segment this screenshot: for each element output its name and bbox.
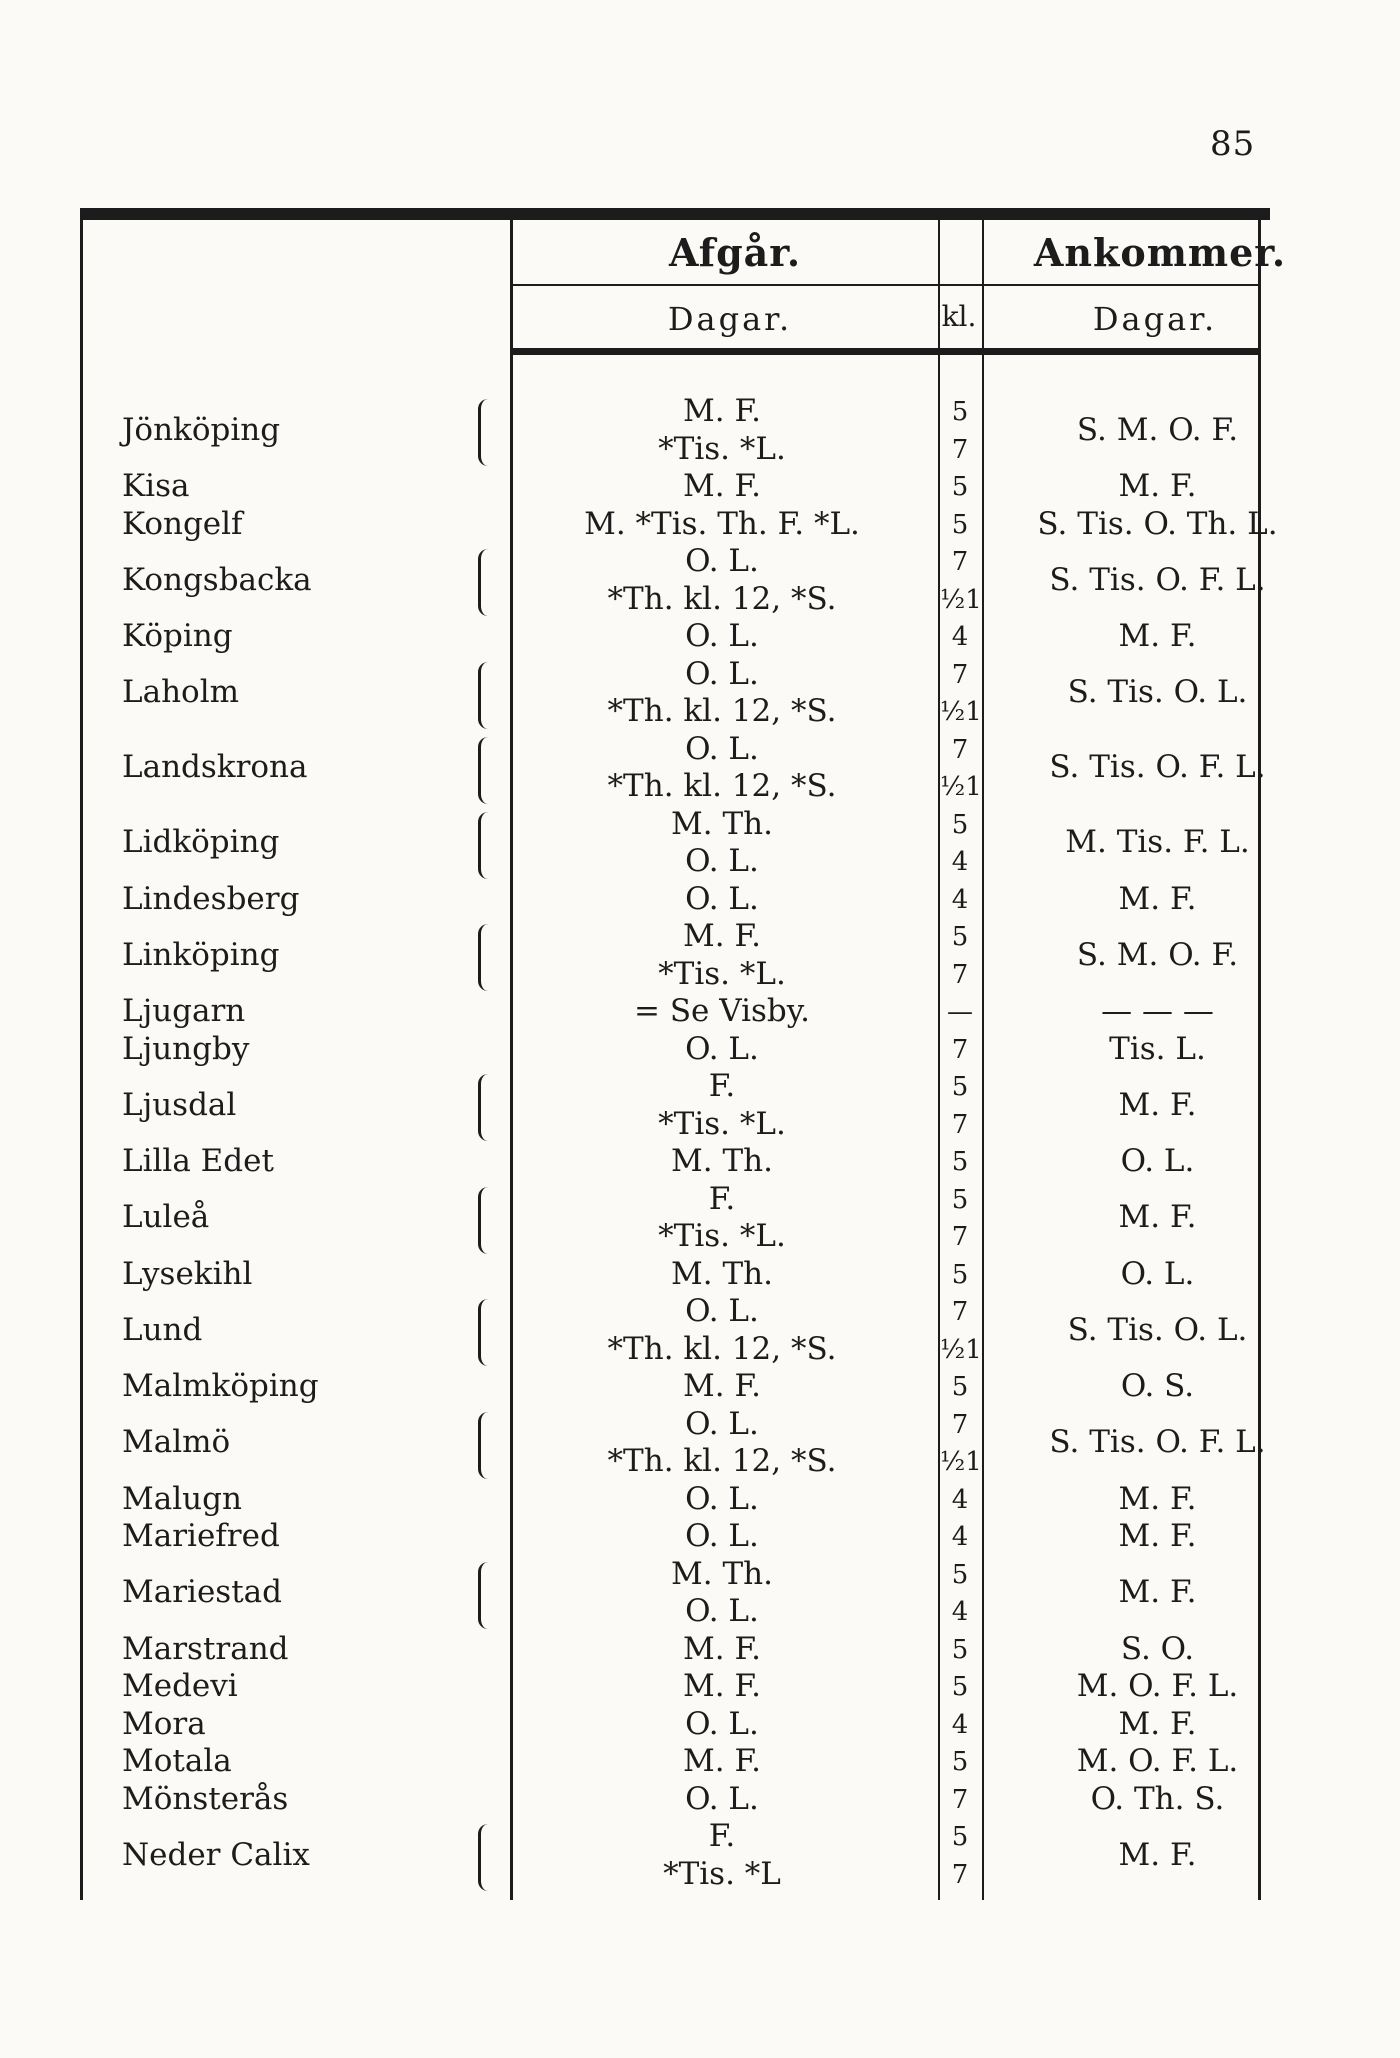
place-name: Neder Calix (122, 1836, 310, 1873)
departure-hour: 7 (951, 1297, 969, 1327)
departure-days: O. L. (685, 618, 759, 654)
brace-mark (478, 1824, 497, 1891)
departure-hour: 5 (951, 472, 969, 502)
arrival-days: O. L. (1120, 1143, 1195, 1179)
departure-days: M. Th. (671, 1555, 773, 1592)
brace-mark (478, 1299, 497, 1366)
departure-hour: 4 (951, 1484, 969, 1515)
arrival-days: M. F. (1118, 1199, 1197, 1236)
departure-days: M. F. (683, 1630, 761, 1667)
place-name: Lilla Edet (122, 1143, 274, 1179)
place-name: Köping (122, 618, 233, 654)
departure-days: M. *Tis. Th. F. *L. (584, 505, 860, 542)
departure-hour: 7 (951, 1109, 969, 1140)
departure-hour: 5 (951, 1747, 969, 1777)
arrival-days: S. Tis. O. Th. L. (1037, 505, 1278, 542)
place-name: Mariefred (122, 1518, 280, 1554)
departure-days: *Th. kl. 12, *S. (607, 693, 837, 729)
place-name: Kongelf (122, 505, 243, 542)
departure-hour: 7 (951, 1784, 969, 1815)
departure-days: M. Th. (671, 1255, 773, 1292)
departure-hour: ½1 (940, 1334, 982, 1365)
table-row (80, 620, 1270, 658)
arrival-days: M. F. (1118, 1086, 1197, 1123)
departure-days: O. L. (685, 1293, 759, 1329)
table-row (80, 1670, 1270, 1708)
table-row (80, 1705, 1270, 1746)
arrival-days: O. S. (1120, 1368, 1195, 1404)
brace-mark (478, 1074, 497, 1141)
header-ankommer: Ankommer. (1033, 230, 1287, 275)
table-row (80, 545, 1270, 620)
departure-hour: 7 (951, 547, 969, 577)
header-afgar: Afgår. (668, 230, 802, 275)
departure-hour: 7 (951, 1409, 969, 1440)
top-rule (80, 208, 1270, 220)
page-number: 85 (1210, 124, 1256, 164)
place-name: Ljungby (122, 1030, 250, 1067)
departure-days: M. Th. (671, 805, 773, 842)
table-row (80, 880, 1270, 921)
place-name: Ljugarn (122, 993, 246, 1029)
departure-days: *Tis. *L (663, 1855, 781, 1892)
departure-days: M. F. (683, 1743, 761, 1779)
departure-days: O. L. (685, 655, 759, 692)
table-row (80, 1555, 1270, 1633)
departure-days: M. F. (683, 393, 761, 429)
header-divider (512, 284, 1258, 286)
place-name: Linköping (122, 936, 280, 973)
table-row (80, 395, 1270, 470)
arrival-days: — — — (1101, 993, 1214, 1029)
brace-mark (478, 924, 497, 991)
table-row (80, 1745, 1270, 1783)
arrival-days: M. F. (1118, 618, 1197, 654)
arrival-days: M. F. (1118, 1705, 1197, 1742)
place-name: Malmköping (122, 1368, 319, 1404)
place-name: Mariestad (122, 1574, 282, 1611)
departure-days: *Th. kl. 12, *S. (607, 580, 837, 617)
arrival-days: M. F. (1118, 468, 1197, 504)
departure-hour: 7 (951, 434, 969, 465)
table-row (80, 1295, 1270, 1370)
departure-days: O. L. (685, 543, 759, 579)
table-row (80, 805, 1270, 883)
arrival-days: S. Tis. O. F. L. (1049, 749, 1266, 786)
brace-mark (478, 1562, 497, 1629)
departure-hour: ½1 (940, 697, 982, 727)
place-name: Motala (122, 1743, 232, 1779)
arrival-days: S. Tis. O. F. L. (1049, 1424, 1266, 1461)
departure-hour: 5 (951, 397, 969, 427)
departure-hour: — (947, 997, 973, 1027)
arrival-days: M. F. (1118, 1836, 1197, 1873)
departure-hour: 7 (951, 1034, 969, 1065)
departure-days: M. Th. (671, 1143, 773, 1179)
departure-hour: 7 (951, 1222, 969, 1252)
place-name: Malugn (122, 1480, 242, 1517)
table-row (80, 1370, 1270, 1408)
arrival-days: S. Tis. O. L. (1067, 1311, 1248, 1348)
arrival-days: M. O. F. L. (1076, 1743, 1239, 1779)
arrival-days: S. M. O. F. (1076, 411, 1239, 448)
departure-hour: ½1 (940, 772, 982, 802)
departure-hour: 5 (951, 509, 969, 540)
departure-hour: 5 (951, 809, 969, 840)
place-name: Lysekihl (122, 1255, 253, 1292)
table-row (80, 920, 1270, 995)
departure-days: M. F. (683, 1668, 761, 1704)
departure-days: *Tis. *L. (658, 430, 786, 467)
departure-hour: 5 (951, 1072, 969, 1102)
table-row (80, 1820, 1270, 1895)
departure-hour: ½1 (940, 1447, 982, 1477)
place-name: Lidköping (122, 824, 280, 861)
place-name: Landskrona (122, 749, 308, 786)
table-row (80, 1630, 1270, 1671)
place-name: Marstrand (122, 1630, 289, 1667)
place-name: Mönsterås (122, 1780, 289, 1817)
departure-hour: 7 (951, 659, 969, 690)
departure-days: O. L. (685, 1480, 759, 1517)
table-row (80, 1480, 1270, 1521)
arrival-days: O. L. (1120, 1255, 1195, 1292)
departure-hour: 4 (951, 1522, 969, 1552)
departure-days: *Th. kl. 12, *S. (607, 1443, 837, 1479)
table-row (80, 505, 1278, 546)
departure-days: = Se Visby. (633, 993, 811, 1029)
departure-hour: 5 (951, 1672, 969, 1702)
brace-mark (478, 812, 497, 879)
table-row (80, 1070, 1270, 1145)
departure-hour: 5 (951, 1559, 969, 1590)
departure-hour: 7 (951, 1859, 969, 1890)
arrival-days: S. Tis. O. L. (1067, 674, 1248, 711)
brace-mark (478, 549, 497, 616)
departure-hour: 4 (951, 847, 969, 877)
brace-mark (478, 737, 497, 804)
subheader-kl: kl. (941, 300, 977, 333)
departure-hour: 5 (951, 1259, 969, 1290)
table-row (80, 1030, 1270, 1071)
departure-hour: 5 (951, 1634, 969, 1665)
departure-days: O. L. (685, 1030, 759, 1067)
arrival-days: Tis. L. (1109, 1030, 1206, 1067)
departure-days: *Th. kl. 12, *S. (607, 768, 837, 804)
place-name: Jönköping (122, 411, 281, 448)
table-row (80, 1780, 1270, 1821)
departure-days: O. L. (685, 730, 759, 767)
departure-hour: ½1 (940, 584, 982, 615)
table-row (80, 995, 1270, 1033)
departure-days: *Tis. *L. (658, 1218, 786, 1254)
departure-days: O. L. (685, 843, 759, 879)
place-name: Kongsbacka (122, 561, 312, 598)
subheader-dagar-departure: Dagar. (667, 300, 793, 338)
departure-days: O. L. (685, 1593, 759, 1629)
brace-mark (478, 1187, 497, 1254)
arrival-days: M. O. F. L. (1076, 1668, 1239, 1704)
place-name: Mora (122, 1705, 206, 1742)
departure-days: F. (708, 1818, 736, 1854)
table-row (80, 1520, 1270, 1558)
arrival-days: M. F. (1118, 1518, 1197, 1554)
departure-hour: 4 (951, 1597, 969, 1627)
header-bottom-rule (512, 348, 1258, 355)
arrival-days: M. Tis. F. L. (1065, 824, 1250, 861)
arrival-days: S. O. (1120, 1630, 1195, 1667)
arrival-days: M. F. (1118, 880, 1197, 917)
departure-days: F. (708, 1180, 736, 1217)
subheader-dagar-arrival: Dagar. (1092, 300, 1218, 338)
departure-days: O. L. (685, 1705, 759, 1742)
departure-days: F. (708, 1068, 736, 1104)
departure-days: M. F. (683, 468, 761, 504)
place-name: Kisa (122, 468, 190, 504)
brace-mark (478, 1412, 497, 1479)
departure-hour: 5 (951, 1184, 969, 1215)
arrival-days: S. Tis. O. F. L. (1049, 561, 1266, 598)
arrival-days: O. Th. S. (1090, 1780, 1225, 1817)
brace-mark (478, 399, 497, 466)
departure-hour: 5 (951, 922, 969, 952)
departure-days: *Tis. *L. (658, 1105, 786, 1142)
place-name: Laholm (122, 674, 240, 711)
departure-hour: 5 (951, 1147, 969, 1177)
departure-hour: 5 (951, 1822, 969, 1852)
table-row (80, 655, 1270, 733)
place-name: Lund (122, 1311, 203, 1348)
arrival-days: M. F. (1118, 1480, 1197, 1517)
departure-hour: 4 (951, 884, 969, 915)
table-row (80, 730, 1270, 808)
departure-hour: 7 (951, 959, 969, 990)
departure-hour: 5 (951, 1372, 969, 1402)
place-name: Ljusdal (122, 1086, 237, 1123)
timetable (80, 220, 1287, 1900)
table-row (80, 1405, 1270, 1483)
arrival-days: M. F. (1118, 1574, 1197, 1611)
departure-hour: 7 (951, 734, 969, 765)
table-row (80, 1180, 1270, 1258)
table-row (80, 1255, 1270, 1296)
departure-hour: 4 (951, 1709, 969, 1740)
departure-days: M. F. (683, 918, 761, 954)
departure-days: O. L. (685, 1780, 759, 1817)
departure-days: *Tis. *L. (658, 955, 786, 992)
departure-hour: 4 (951, 622, 969, 652)
departure-days: O. L. (685, 880, 759, 917)
table-row (80, 470, 1270, 508)
place-name: Malmö (122, 1424, 231, 1461)
departure-days: O. L. (685, 1518, 759, 1554)
departure-days: *Th. kl. 12, *S. (607, 1330, 837, 1367)
place-name: Lindesberg (122, 880, 300, 917)
place-name: Luleå (122, 1199, 210, 1236)
place-name: Medevi (122, 1668, 238, 1704)
departure-days: M. F. (683, 1368, 761, 1404)
arrival-days: S. M. O. F. (1076, 936, 1239, 973)
departure-days: O. L. (685, 1405, 759, 1442)
brace-mark (478, 662, 497, 729)
table-row (80, 1145, 1270, 1183)
